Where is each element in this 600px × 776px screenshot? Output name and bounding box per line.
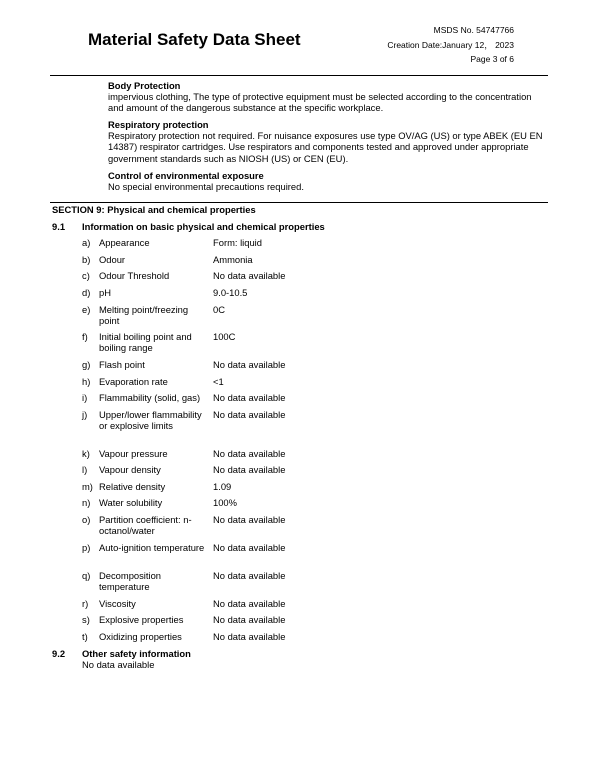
document-title: Material Safety Data Sheet: [88, 30, 301, 49]
msds-number: MSDS No. 54747766: [433, 25, 514, 35]
property-value: <1: [213, 376, 224, 387]
section-divider: [50, 202, 548, 203]
property-letter: g): [82, 359, 91, 370]
page-number: Page 3 of 6: [470, 54, 514, 64]
property-row: [82, 304, 382, 334]
property-name: Explosive properties: [99, 614, 184, 625]
section-9-title: SECTION 9: Physical and chemical properties: [52, 204, 256, 215]
property-name: Vapour density: [99, 464, 161, 475]
property-letter: i): [82, 392, 88, 403]
property-letter: c): [82, 270, 90, 281]
property-value: No data available: [213, 542, 286, 553]
property-value: No data available: [213, 514, 286, 525]
property-name: Relative density: [99, 481, 166, 492]
property-name: Initial boiling point and boiling range: [99, 331, 192, 354]
property-row: [82, 331, 382, 361]
property-letter: k): [82, 448, 90, 459]
property-row: [82, 570, 382, 600]
property-value: 0C: [213, 304, 225, 315]
property-value: No data available: [213, 570, 286, 581]
property-letter: t): [82, 631, 88, 642]
property-value: No data available: [213, 464, 286, 475]
property-name: Upper/lower flammability or explosive limits: [99, 409, 202, 432]
property-name: Appearance: [99, 237, 150, 248]
property-letter: l): [82, 464, 88, 475]
property-row: [82, 409, 382, 439]
property-value: No data available: [213, 270, 286, 281]
property-letter: o): [82, 514, 91, 525]
property-letter: q): [82, 570, 91, 581]
property-name: pH: [99, 287, 111, 298]
subsection-number: 9.1: [52, 221, 66, 232]
property-name: Oxidizing properties: [99, 631, 182, 642]
property-name: Vapour pressure: [99, 448, 168, 459]
body-protection-text: impervious clothing, The type of protective equipment must be selected according to the concentration and amount of the dangerous substance at the specific workplace.: [108, 91, 532, 114]
subsection-title: Other safety information: [82, 648, 191, 659]
property-letter: d): [82, 287, 91, 298]
subsection-number: 9.2: [52, 648, 66, 659]
body-protection-block: [108, 80, 548, 114]
property-value: No data available: [213, 598, 286, 609]
property-value: 1.09: [213, 481, 232, 492]
property-name: Auto-ignition temperature: [99, 542, 205, 553]
property-letter: m): [82, 481, 93, 492]
property-value: No data available: [213, 631, 286, 642]
property-name: Evaporation rate: [99, 376, 168, 387]
other-safety-text: No data available: [82, 659, 155, 670]
property-letter: j): [82, 409, 88, 420]
property-value: 9.0-10.5: [213, 287, 248, 298]
property-value: 100C: [213, 331, 236, 342]
respiratory-protection-block: [108, 119, 548, 164]
property-name: Water solubility: [99, 497, 163, 508]
property-letter: p): [82, 542, 91, 553]
property-letter: e): [82, 304, 91, 315]
property-name: Melting point/freezing point: [99, 304, 189, 327]
property-value: No data available: [213, 614, 286, 625]
property-row: [82, 514, 382, 544]
property-value: No data available: [213, 448, 286, 459]
property-name: Partition coefficient: n-octanol/water: [99, 514, 192, 537]
property-name: Odour Threshold: [99, 270, 170, 281]
property-letter: h): [82, 376, 91, 387]
property-letter: r): [82, 598, 89, 609]
header-divider: [50, 75, 548, 76]
property-letter: f): [82, 331, 88, 342]
property-name: Flammability (solid, gas): [99, 392, 201, 403]
subsection-title: Information on basic physical and chemical properties: [82, 221, 325, 232]
property-name: Flash point: [99, 359, 145, 370]
creation-date: Creation Date:January 12， 2023: [387, 40, 514, 50]
environmental-exposure-heading: Control of environmental exposure: [108, 170, 264, 181]
property-letter: n): [82, 497, 91, 508]
environmental-exposure-block: [108, 170, 548, 192]
property-letter: a): [82, 237, 91, 248]
property-name: Viscosity: [99, 598, 136, 609]
respiratory-protection-text: Respiratory protection not required. For nuisance exposures use type OV/AG (US) or type ABEK (EU EN 14387) respirator cartridges. Use respirators and components tested and approved under appropriate government standards such as NIOSH (US) or CEN (EU).: [108, 130, 543, 164]
property-name: Odour: [99, 254, 126, 265]
property-value: No data available: [213, 359, 286, 370]
property-value: Form: liquid: [213, 237, 262, 248]
property-name: Decomposition temperature: [99, 570, 162, 593]
property-row: [82, 542, 382, 572]
property-value: 100%: [213, 497, 237, 508]
property-value: Ammonia: [213, 254, 253, 265]
respiratory-protection-heading: Respiratory protection: [108, 119, 209, 130]
property-value: No data available: [213, 409, 286, 420]
property-letter: s): [82, 614, 90, 625]
environmental-exposure-text: No special environmental precautions required.: [108, 181, 304, 193]
body-protection-heading: Body Protection: [108, 80, 181, 91]
property-letter: b): [82, 254, 91, 265]
property-value: No data available: [213, 392, 286, 403]
